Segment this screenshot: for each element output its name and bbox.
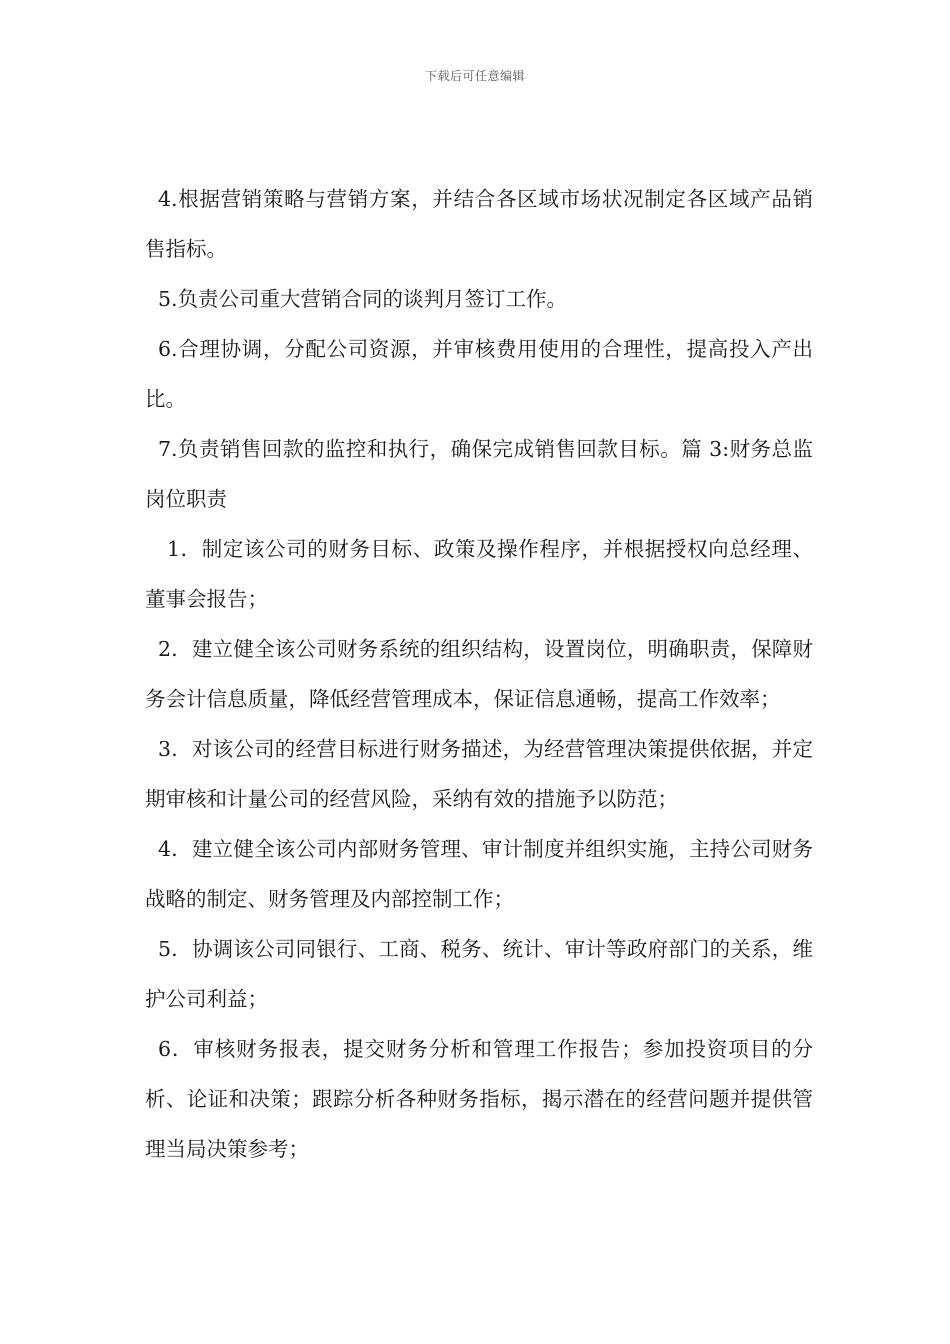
paragraph-finance-5: 5．协调该公司同银行、工商、税务、统计、审计等政府部门的关系，维护公司利益； — [145, 937, 813, 1011]
paragraph-finance-2: 2．建立健全该公司财务系统的组织结构，设置岗位，明确职责，保障财务会计信息质量，降低经营管理成本，保证信息通畅，提高工作效率； — [145, 637, 813, 711]
paragraph-finance-4: 4．建立健全该公司内部财务管理、审计制度并组织实施，主持公司财务战略的制定、财务管理及内部控制工作； — [145, 837, 813, 911]
paragraph-finance-6: 6．审核财务报表，提交财务分析和管理工作报告；参加投资项目的分析、论证和决策；跟踪分析各种财务指标，揭示潜在的经营问题并提供管理当局决策参考； — [145, 1037, 813, 1161]
page-header-note: 下载后可任意编辑 — [424, 69, 525, 83]
paragraph-sales-4: 4.根据营销策略与营销方案，并结合各区域市场状况制定各区域产品销售指标。 — [145, 187, 813, 261]
document-body — [145, 174, 813, 1174]
paragraph-finance-3: 3．对该公司的经营目标进行财务描述，为经营管理决策提供依据，并定期审核和计量公司的经营风险，采纳有效的措施予以防范； — [145, 737, 813, 811]
paragraph-sales-7: 7.负责销售回款的监控和执行，确保完成销售回款目标。篇 3:财务总监岗位职责 — [145, 437, 813, 511]
paragraph-sales-6: 6.合理协调，分配公司资源，并审核费用使用的合理性，提高投入产出比。 — [145, 337, 813, 411]
paragraph-sales-5: 5.负责公司重大营销合同的谈判月签订工作。 — [158, 287, 568, 311]
paragraph-finance-1: 1．制定该公司的财务目标、政策及操作程序，并根据授权向总经理、董事会报告； — [145, 537, 813, 611]
